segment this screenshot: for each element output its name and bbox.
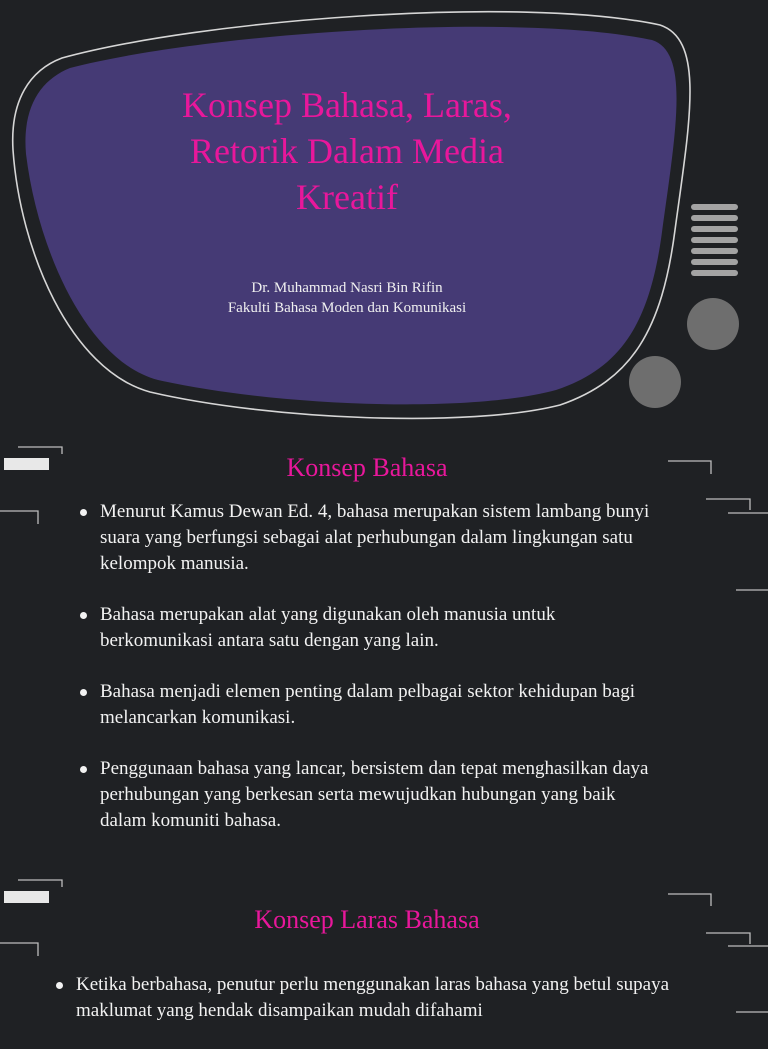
bullet-list-konsep-bahasa bbox=[100, 499, 660, 859]
list-item: Menurut Kamus Dewan Ed. 4, bahasa merupakan sistem lambang bunyi suara yang berfungsi sebagai alat perhubungan dalam lingkungan satu kelompok manusia. bbox=[100, 499, 660, 577]
pixel-bar-decor-2 bbox=[4, 891, 49, 903]
list-item: Bahasa menjadi elemen penting dalam pelbagai sektor kehidupan bagi melancarkan komunikasi. bbox=[100, 679, 660, 731]
section-heading-konsep-bahasa: Konsep Bahasa bbox=[286, 453, 448, 482]
list-item: Bahasa merupakan alat yang digunakan oleh manusia untuk berkomunikasi antara satu dengan yang lain. bbox=[100, 602, 660, 654]
bullet-list-konsep-laras-bahasa bbox=[76, 972, 726, 1049]
faculty-name: Fakulti Bahasa Moden dan Komunikasi bbox=[227, 300, 467, 316]
list-item: Penggunaan bahasa yang lancar, bersistem dan tepat menghasilkan daya perhubungan yang berkesan serta mewujudkan hubungan yang baik dalam komuniti bahasa. bbox=[100, 756, 660, 834]
author-name: Dr. Muhammad Nasri Bin Rifin bbox=[251, 280, 443, 296]
author-block bbox=[160, 278, 534, 318]
section-heading-konsep-laras-bahasa: Konsep Laras Bahasa bbox=[254, 905, 480, 934]
speaker-grille-icon bbox=[691, 204, 738, 276]
slide-title: Konsep Bahasa, Laras, Retorik Dalam Media Kreatif bbox=[182, 85, 512, 217]
tv-knob-icon-2 bbox=[629, 356, 681, 408]
list-item: Ketika berbahasa, penutur perlu menggunakan laras bahasa yang betul supaya maklumat yang hendak disampaikan mudah difahami bbox=[76, 972, 726, 1024]
tv-knob-icon bbox=[687, 298, 739, 350]
